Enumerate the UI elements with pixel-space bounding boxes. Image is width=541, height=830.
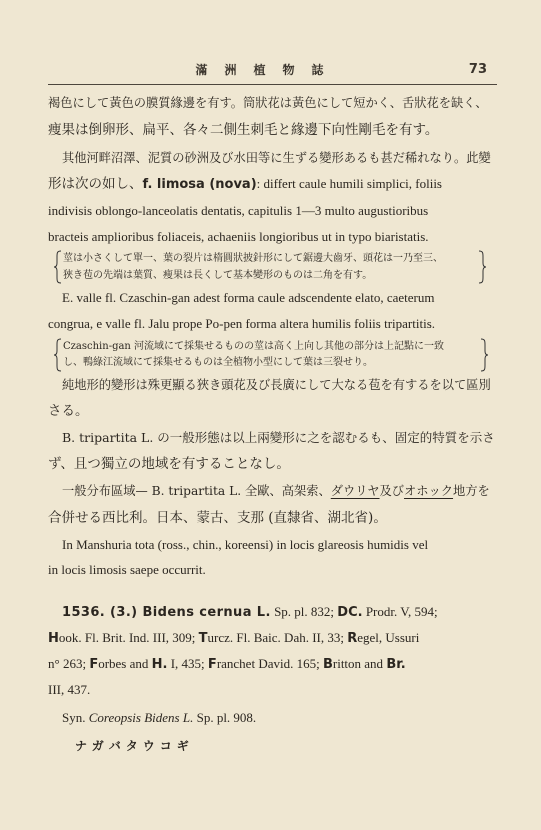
citation: I, 435;	[167, 656, 208, 671]
place-name: オホック	[404, 484, 454, 498]
place-name: ダウリヤ	[330, 484, 380, 498]
distribution-line-2: 合併せる西比利。日本、蒙古、支那 (直隸省、湖北省)。	[48, 510, 387, 526]
form-limosa-prefix: 形は次の如し、	[48, 176, 143, 191]
note-czaschin-line-1: Czaschin-gan 河流域にて採集せるものの莖は高く上向し其他の部分は上記點に一致	[63, 341, 445, 352]
form-limosa-line-1: 其他河畔沼澤、泥質の砂洲及び水田等に生ずる變形あるも甚だ稀れなり。此變	[62, 151, 491, 165]
citation-line-3	[48, 651, 495, 677]
right-brace-icon	[478, 250, 487, 284]
synonym-ref: Sp. pl. 908.	[193, 710, 257, 725]
note-czaschin-line-2: し、鴨綠江流域にて採集せるものは全植物小型にして葉は三裂せり。	[63, 357, 373, 368]
citation-line-4: III, 437.	[48, 682, 91, 697]
tripartita-remark-line-2: ず、且つ獨立の地域を有することなし。	[48, 456, 290, 472]
species-name: Bidens cernua L.	[142, 605, 271, 620]
citation-author: DC.	[337, 605, 363, 620]
citation: orbes and	[98, 656, 152, 671]
species-heading-line	[62, 599, 495, 625]
manchuria-range-line-2: in locis limosis saepe occurrit.	[48, 562, 206, 577]
right-brace-icon	[480, 338, 489, 372]
left-brace-icon	[53, 250, 62, 284]
species-number: 1536. (3.)	[62, 605, 143, 620]
form-limosa-line-2	[48, 171, 495, 197]
synonym-name: Coreopsis Bidens L.	[88, 710, 194, 725]
form-czaschin-line-2: congrua, e valle fl. Jalu prope Po-pen forma altera humilis foliis tripartitis.	[48, 316, 436, 331]
citation: n° 263;	[48, 656, 90, 671]
distinction-line-1: 純地形的變形は殊更顯る狹き頭花及び長廣にして大なる苞を有するを以て區別	[62, 378, 491, 392]
form-limosa-line-4: bracteis amplioribus foliaceis, achaeniis longioribus ut in typo biaristatis.	[48, 229, 429, 244]
citation: urcz. Fl. Baic. Dah. II, 33;	[207, 630, 348, 645]
manchuria-range-line-1: In Manshuria tota (ross., chin., koreensi) in locis glareosis humidis vel	[62, 537, 429, 552]
form-name: f. limosa (nova)	[142, 177, 257, 192]
citation: Prodr. V, 594;	[362, 604, 438, 619]
citation-author-initial: F	[207, 657, 217, 672]
distribution-suffix: 地方を	[453, 484, 490, 498]
citation: Sp. pl. 832;	[270, 604, 338, 619]
running-title: 滿洲植物誌	[195, 63, 341, 77]
citation: ritton and	[332, 656, 387, 671]
citation-author-initial: B	[322, 657, 333, 672]
citation-author-initial: F	[89, 657, 99, 672]
tripartita-remark-line-1: B. tripartita L. の一般形態は以上兩變形に之を認むるも、固定的特質を示さ	[62, 430, 495, 445]
citation: egel, Ussuri	[357, 630, 420, 645]
description-line-1: 褐色にして黃色の膜質緣邊を有す。筒狀花は黃色にして短かく、舌狀花を缺く、	[48, 96, 488, 110]
citation: ook. Fl. Brit. Ind. III, 309;	[58, 630, 199, 645]
distribution-line-1	[62, 478, 495, 504]
synonym-label: Syn.	[62, 710, 89, 725]
distinction-line-2: さる。	[48, 403, 89, 419]
note-limosa-line-2: 狹き苞の先端は葉質、痩果は長くして基本變形のものは二角を有す。	[63, 270, 373, 281]
citation-author-initial: R	[347, 631, 358, 646]
distribution-connector: 及び	[379, 484, 405, 498]
citation-author-initial: T	[198, 631, 208, 646]
japanese-name: ナガバタウコギ	[75, 739, 194, 753]
form-limosa-suffix: : differt caule humili simplici, foliis	[256, 176, 442, 191]
form-limosa-line-3: indivisis oblongo-lanceolatis dentatis, capitulis 1—3 multo augustioribus	[48, 203, 429, 218]
citation-author-initial: H.	[151, 657, 168, 672]
distribution-prefix: 一般分布區域— B. tripartita L. 全歐、高架索、	[62, 484, 331, 498]
citation-line-2	[48, 625, 495, 651]
citation-author-initial: H	[48, 631, 59, 646]
note-limosa-line-1: 莖は小さくして單一、葉の裂片は楕圓狀披針形にして鋸邊大齒牙、頭花は一乃至三、	[63, 253, 443, 264]
citation-author-initial: Br.	[386, 657, 406, 672]
header-rule	[48, 84, 497, 85]
description-line-2: 痩果は倒卵形、扁平、各々二側生刺毛と緣邊下向性剛毛を有す。	[48, 122, 439, 138]
form-czaschin-line-1: E. valle fl. Czaschin-gan adest forma caule adscendente elato, caeterum	[62, 290, 435, 305]
page-number: 73	[468, 62, 487, 77]
left-brace-icon	[53, 338, 62, 372]
citation: ranchet David. 165;	[216, 656, 323, 671]
synonym-line	[62, 705, 495, 731]
